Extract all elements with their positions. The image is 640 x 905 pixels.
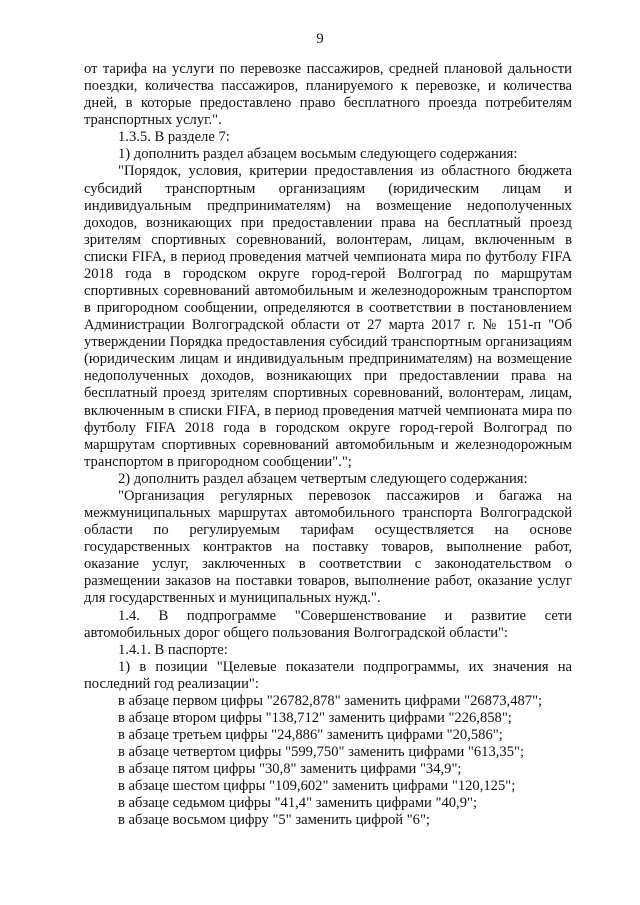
paragraph-section-1-4: 1.4. В подпрограмме "Совершенствование и развитие сети автомобильных дорог общего пользования Волгоградской области": xyxy=(84,607,572,641)
list-item: в абзаце седьмом цифры "41,4" заменить цифрами "40,9"; xyxy=(118,795,478,812)
paragraph-add-eighth: 1) дополнить раздел абзацем восьмым следующего содержания: xyxy=(118,146,518,163)
paragraph-tariff-continuation: от тарифа на услуги по перевозке пассажиров, средней плановой дальности поездки, количества пассажиров, планируемого к перевозке, и количества дней, в которые предоставлено право бесплатного проезда потребителям транспортных услуг.". xyxy=(84,61,572,129)
document-body xyxy=(84,61,572,830)
paragraph-regular-transport: "Организация регулярных перевозок пассажиров и багажа на межмуниципальных маршрутах автомобильного транспорта Волгоградской области по регулируемым тарифам осуществляется на основе государственных контрактов на поставку товаров, выполнение работ, оказание услуг, заключенных в соответствии с законодательством о размещении заказов на поставки товаров, выполнение работ, оказание услуг для государственных и муниципальных нужд.". xyxy=(84,487,572,607)
paragraph-section-1-3-5: 1.3.5. В разделе 7: xyxy=(118,129,230,146)
list-item: в абзаце четвертом цифры "599,750" заменить цифрами "613,35"; xyxy=(118,744,525,761)
list-item: в абзаце первом цифры "26782,878" заменить цифрами "26873,487"; xyxy=(118,692,543,709)
page-number: 9 xyxy=(316,31,324,47)
paragraph-section-1-4-1: 1.4.1. В паспорте: xyxy=(118,641,228,658)
list-item: в абзаце шестом цифры "109,602" заменить цифрами "120,125"; xyxy=(118,778,516,795)
paragraph-add-fourth: 2) дополнить раздел абзацем четвертым следующего содержания: xyxy=(118,470,528,487)
paragraph-target-indicators: 1) в позиции "Целевые показатели подпрограммы, их значения на последний год реализации": xyxy=(84,658,572,692)
paragraph-fifa-subsidies: "Порядок, условия, критерии предоставления из областного бюджета субсидий транспортным организациям (юридическим лицам и индивидуальным предпринимателям) на возмещение недополученных доходов, возникающих при предоставлении права на бесплатный проезд зрителям спортивных соревнований, волонтерам, лицам, включенным в списки FIFA, в период проведения матчей чемпионата мира по футболу FIFA 2018 года в городском округе город-герой Волгоград по маршрутам спортивных соревнований автомобильным и железнодорожным транспортом в пригородном сообщении, определяются в соответствии в постановлением Администрации Волгоградской области от 27 марта 2017 г. № 151-п "Об утверждении Порядка предоставления субсидий транспортным организациям (юридическим лицам и индивидуальным предпринимателям) на возмещение недополученных доходов, возникающих при предоставлении права на бесплатный проезд зрителям спортивных соревнований, волонтерам, лицам, включенным в списки FIFA, в период проведения матчей чемпионата мира по футболу FIFA 2018 года в городском округе город-герой Волгоград по маршрутам спортивных соревнований автомобильным и железнодорожным транспортом в пригородном сообщении"."; xyxy=(84,163,572,470)
list-item: в абзаце пятом цифры "30,8" заменить цифрами "34,9"; xyxy=(118,761,462,778)
list-item: в абзаце восьмом цифру "5" заменить цифрой "6"; xyxy=(118,812,430,829)
list-item: в абзаце втором цифры "138,712" заменить цифрами "226,858"; xyxy=(118,709,512,726)
list-item: в абзаце третьем цифры "24,886" заменить цифрами "20,586"; xyxy=(118,727,503,744)
